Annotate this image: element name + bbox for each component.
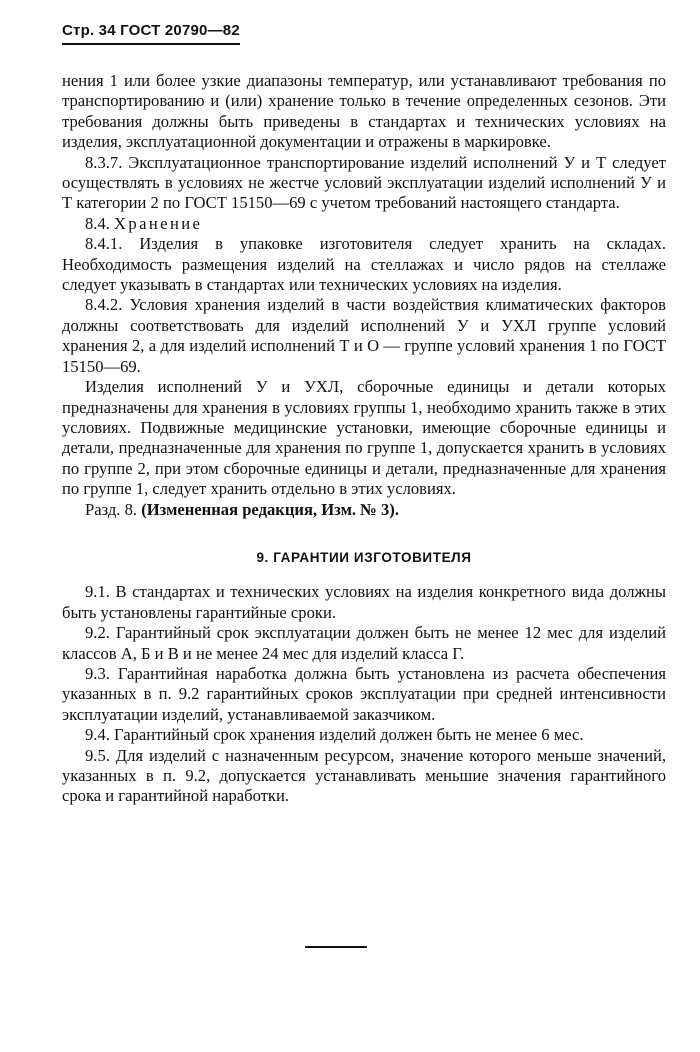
- subsection-title: Хранение: [114, 213, 203, 233]
- subsection-number: 8.4.: [85, 213, 110, 233]
- paragraph-9-5: 9.5. Для изделий с назначенным ресурсом, значение которого меньше значений, указанных в п. 9.2, допускается устанавливать меньшие значения гарантийного срока и гарантийной наработки.: [62, 745, 666, 806]
- page-header: Стр. 34 ГОСТ 20790—82: [62, 22, 240, 45]
- paragraph-9-4: 9.4. Гарантийный срок хранения изделий должен быть не менее 6 мес.: [85, 725, 584, 745]
- amendment-prefix: Разд. 8.: [85, 499, 138, 519]
- paragraph-9-3: 9.3. Гарантийная наработка должна быть установлена из расчета обеспечения указанных в п. 9.2 гарантийных сроков эксплуатации при средней интенсивности эксплуатации изделий, устанавливаемой заказчиком.: [62, 663, 666, 724]
- paragraph-8-3-7: 8.3.7. Эксплуатационное транспортирование изделий исполнений У и Т следует осуществлять в условиях не жестче условий эксплуатации изделий исполнений У и Т категории 2 по ГОСТ 15150—69 с учетом требований настоящего стандарта.: [62, 152, 666, 213]
- amendment-bold: (Измененная редакция, Изм. № 3).: [141, 499, 399, 519]
- document-body: [62, 71, 666, 807]
- subsection-8-4-heading: [62, 214, 666, 234]
- paragraph-assemblies: Изделия исполнений У и УХЛ, сборочные единицы и детали которых предназначены для хранения в условиях группы 1, необходимо хранить также в этих условиях. Подвижные медицинские установки, имеющие сборочные единицы и детали, предназначенные для хранения по группе 1, допускается хранить в условиях по группе 2, при этом сборочные единицы и детали, предназначенные для хранения по группе 1, следует хранить отдельно в этих условиях.: [62, 377, 666, 499]
- end-divider: [305, 946, 367, 948]
- paragraph-8-4-2: 8.4.2. Условия хранения изделий в части воздействия климатических факторов должны соответствовать для изделий исполнений У и УХЛ группе условий хранения 2, а для изделий исполнений Т и О — группе условий хранения 1 по ГОСТ 15150—69.: [62, 295, 666, 376]
- paragraph-9-1: 9.1. В стандартах и технических условиях на изделия конкретного вида должны быть установлены гарантийные сроки.: [62, 582, 666, 622]
- section-9-title: 9. ГАРАНТИИ ИЗГОТОВИТЕЛЯ: [256, 549, 472, 565]
- paragraph-8-4-1: 8.4.1. Изделия в упаковке изготовителя следует хранить на складах. Необходимость размещения изделий на стеллажах и число рядов на стеллаже следует указывать в стандартах или технических условиях на изделия.: [62, 234, 666, 295]
- paragraph-9-2: 9.2. Гарантийный срок эксплуатации должен быть не менее 12 мес для изделий классов А, Б и В и не менее 24 мес для изделий класса Г.: [62, 623, 666, 663]
- amendment-note: [62, 500, 666, 520]
- paragraph-continuation: нения 1 или более узкие диапазоны температур, или устанавливают требования по транспортированию и (или) хранение только в течение определенных сезонов. Эти требования должны быть приведены в стандартах и технических условиях на изделия, эксплуатационной документации и отражены в маркировке.: [62, 71, 666, 152]
